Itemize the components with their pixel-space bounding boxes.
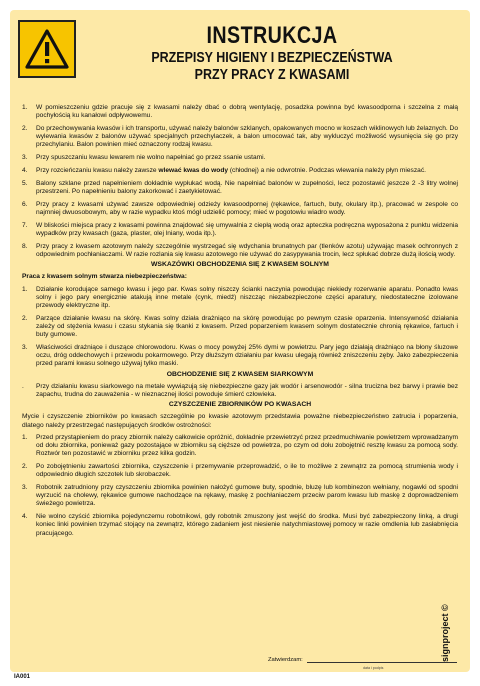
item-number: 2. (22, 125, 28, 132)
list-item (22, 222, 458, 238)
header (82, 22, 462, 84)
item-text-part: Przy rozcieńczaniu kwasu należy zawsze (36, 167, 159, 174)
item-number: 6. (22, 200, 28, 208)
item-text: Robotnik zatrudniony przy czyszczeniu zbiornika powinien nałożyć gumowe buty, spodnie, bluzę lub kombinezon wełniany, nogawki od spodni wyrzucić na cholewy, rękawice gumowe nachodzące na rękawy, maskę z pochłaniaczem przeciw parom kwasu lub maskę z doprowadzeniem świeżego powietrza. (36, 484, 458, 508)
list-item (22, 104, 458, 120)
item-text-bold: wlewać kwas do wody (158, 167, 229, 174)
item-number: 3. (22, 344, 28, 352)
warning-triangle-icon (25, 28, 69, 70)
item-text: Działanie korodujące samego kwasu i jego par. Kwas solny niszczy ścianki naczynia powodując niekiedy rozerwanie aparatu. Ponadto kwas solny i jego pary energicznie atakują inne metale (cynk, miedź) niszcząc niezabezpieczone części aparatury, niedostateczne izolowane przewody elektryczne itp. (36, 285, 458, 310)
item-number: 5. (22, 179, 28, 187)
warning-icon-box (18, 20, 76, 78)
item-number: 7. (22, 221, 28, 229)
list-item (22, 434, 458, 459)
signature-line (307, 655, 457, 663)
item-text: Po zobojętnieniu zawartości zbiornika, czyszczenie i przemywanie przeprowadzić, o ile to możliwe z zewnątrz za pomocą strumienia wody i odpowiednio długich szczotek lub skrobaczek. (36, 463, 458, 479)
section-intro-solny: Praca z kwasem solnym stwarza niebezpieczeństwa: (22, 273, 187, 281)
list-item (22, 201, 458, 217)
list-item (22, 243, 458, 259)
item-text: Balony szklane przed napełnieniem dokładnie wypłukać wodą. Nie napełniać balonów w zupełności, lecz pozostawić jeszcze 2 -3 litry wolnej przestrzeni. Po napełnieniu balony zakorkować i zaetykietować. (36, 179, 458, 195)
list-item (22, 180, 458, 196)
item-text-part: (chłodnej) a nie odwrotnie. Podczas wlewania należy płyn mieszać. (228, 167, 426, 174)
list-item (22, 484, 458, 509)
subtitle-line-1: PRZEPISY HIGIENY I BEZPIECZEŃSTWA (151, 50, 393, 66)
list-item (22, 125, 458, 150)
instruction-content (22, 104, 458, 542)
list-item (22, 383, 458, 399)
item-text: Przy spuszczaniu kwasu lewarem nie wolno napełniać go przez ssanie ustami. (36, 154, 266, 162)
item-number: 3. (22, 484, 28, 492)
item-text: Przed przystąpieniem do pracy zbiornik należy całkowicie opróżnić, dokładnie przewietrzyć przez przedmuchiwanie powietrzem wprowadzanym od dołu zbiornika, ponieważ gazy pozostające w zbiorniku są cięższe od powietrza, po czym od dołu zobojętnić resztę kwasu za pomocą sody. Roztwór ten pozostawić w zbiorniku przez kilka godzin. (36, 433, 458, 458)
list-item (22, 154, 458, 162)
list-item (22, 513, 458, 538)
item-text: Przy pracy z kwasem azotowym należy szczególnie wystrzegać się wdychania brunatnych par (tlenków azotu) używając masek ochronnych z odpowiednim pochłaniaczami. W razie rozlania się kwasu azotowego nie używać do zasypywania trocin, lecz spłukać dobrze dużą ilością wody. (36, 242, 458, 258)
page-title: INSTRUKCJA (206, 22, 338, 49)
section-title-zbiorniki: CZYSZCZENIE ZBIORNIKÓW PO KWASACH (168, 401, 312, 409)
item-text: W pomieszczeniu gdzie pracuje się z kwasami należy dbać o dobrą wentylację, posadzka powinna być kwasoodporna i szczelna z małą pochyłością ku kanałowi odpływowemu. (36, 104, 458, 120)
item-number: 2. (22, 314, 28, 322)
item-text: Przy pracy z kwasami używać zawsze odpowiedniej odzieży kwasoodpornej (rękawice, fartuch, buty, okulary itp.), pracować w zespole co najmniej dwuosobowym, aby w razie wypadku ktoś mógł udzielić pomocy; mieć w pogotowiu wiadro wody. (36, 200, 458, 216)
item-number: 1. (22, 433, 28, 441)
section-title-siarkowy: OBCHODZENIE SIĘ Z KWASEM SIARKOWYM (166, 370, 314, 378)
item-text: Do przechowywania kwasów i ich transportu, używać należy balonów szklanych, opakowanych mocno w koszach wiklinowych lub żelaznych. Do wylewania kwasów z balonów używać specjalnych przechylaczek, a balon umocować tak, aby wykluczyć możliwość wysunięcia się go przy przechylaniu. Balon powinien mieć oznaczony rodzaj kwasu. (36, 125, 458, 149)
list-item (22, 286, 458, 311)
item-text: Przy działaniu kwasu siarkowego na metale wywiązują się niebezpieczne gazy jak wodór i arsenowodór - silna trucizna bez barwy i prawie bez zapachu, trudna do zauważenia - w nieznacznej ilości powoduje śmierć człowieka. (36, 382, 458, 399)
section-title-solny: WSKAZÓWKI OBCHODZENIA SIĘ Z KWASEM SOLNYM (151, 261, 329, 269)
item-number: 1. (22, 104, 28, 111)
instruction-sign (10, 10, 470, 672)
signature-caption: data i podpis (363, 666, 384, 670)
brand-label: signproject © (440, 604, 450, 662)
item-text (36, 167, 458, 175)
item-text: W bliskości miejsca pracy z kwasami powinna znajdować się umywalnia z ciepłą wodą oraz apteczka podręczna wyposażona z punktu widzenia wypadków przy kwasach (gaza, plaster, olej lniany, woda itp.). (36, 221, 458, 237)
item-number: 3. (22, 154, 28, 162)
item-text: Właściwości drażniące i duszące chlorowodoru. Kwas o mocy powyżej 25% dymi w powietrzu. Pary jego działają drażniąco na błony śluzowe oczu, dróg oddechowych i przewodu pokarmowego. Przy dłuższym działaniu par kwasu ulegają również zniszczeniu zęby. Jako zabezpieczenia przed parami kwasu solnego używaj tylko maski. (36, 344, 458, 368)
list-item (22, 315, 458, 340)
signature-label: Zatwierdzam: (268, 657, 303, 663)
item-number: 8. (22, 242, 28, 250)
item-text: Nie wolno czyścić zbiornika pojedynczemu robotnikowi, gdy robotnik zmuszony jest wejść do środka. Musi być zabezpieczony linką, a drugi koniec linki powinien trzymać stojący na zewnątrz, którego zadaniem jest niesienie natychmiastowej pomocy w razie omdlenia lub zasłabnięcia pracującego. (36, 513, 458, 537)
item-number: . (22, 382, 24, 390)
signature-area (268, 655, 458, 670)
product-code: IA001 (14, 674, 31, 680)
item-number: 4. (22, 513, 28, 521)
item-number: 1. (22, 285, 28, 293)
subtitle-line-2: PRZY PRACY Z KWASAMI (194, 67, 350, 83)
section-intro-zbiorniki: Mycie i czyszczenie zbiorników po kwasach szczególnie po kwasie azotowym przedstawia poważne niebezpieczeństwo zatrucia i poparzenia, dlatego należy przestrzegać następujących środków ostrożności: (22, 413, 458, 429)
item-text: Parzące działanie kwasu na skórę. Kwas solny działa drażniąco na skórę powodując po pewnym czasie oparzenia. Intensywność działania zależy od stężenia kwasu i czasu stykania się tkanki z kwasem. Przed poparzeniem kwasem solnym dostatecznie chronią rękawice, fartuch i buty gumowe. (36, 314, 458, 339)
item-number: 2. (22, 463, 28, 471)
list-item (22, 463, 458, 479)
list-item (22, 344, 458, 369)
list-item (22, 167, 458, 175)
item-number: 4. (22, 167, 28, 174)
